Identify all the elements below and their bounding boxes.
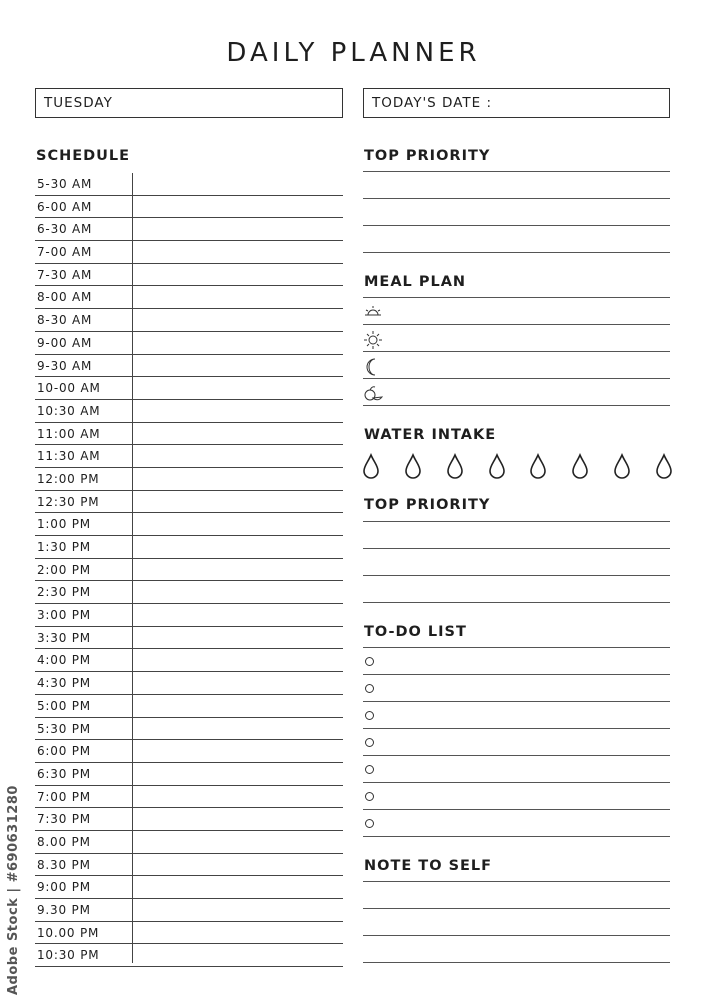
- meal-line-lunch[interactable]: [363, 325, 670, 352]
- schedule-time: 6:30 PM: [37, 766, 91, 781]
- schedule-row[interactable]: [35, 196, 343, 219]
- schedule-row[interactable]: [35, 899, 343, 922]
- water-drop-icon[interactable]: [444, 453, 466, 479]
- water-drop-icon[interactable]: [569, 453, 591, 479]
- checkbox-circle-icon[interactable]: [365, 765, 374, 774]
- schedule-row[interactable]: [35, 218, 343, 241]
- schedule-time: 1:00 PM: [37, 517, 91, 532]
- checkbox-circle-icon[interactable]: [365, 819, 374, 828]
- schedule-row[interactable]: [35, 400, 343, 423]
- schedule-row[interactable]: [35, 264, 343, 287]
- water-intake-heading: WATER INTAKE: [364, 427, 497, 443]
- todo-item[interactable]: [363, 756, 670, 783]
- todo-item[interactable]: [363, 783, 670, 810]
- schedule-row[interactable]: [35, 831, 343, 854]
- checkbox-circle-icon[interactable]: [365, 684, 374, 693]
- schedule-row[interactable]: [35, 332, 343, 355]
- schedule-time: 10:30 AM: [37, 403, 101, 418]
- note-lines: [363, 855, 670, 963]
- sun-icon: [363, 331, 383, 349]
- schedule-time: 11:00 AM: [37, 426, 101, 441]
- schedule-time: 10:30 PM: [37, 948, 100, 963]
- schedule-row[interactable]: [35, 854, 343, 877]
- schedule-time: 10-00 AM: [37, 381, 101, 396]
- meal-plan-lines: [363, 271, 670, 406]
- schedule-row[interactable]: [35, 808, 343, 831]
- checkbox-circle-icon[interactable]: [365, 711, 374, 720]
- checkbox-circle-icon[interactable]: [365, 738, 374, 747]
- schedule-row[interactable]: [35, 604, 343, 627]
- writing-line[interactable]: [363, 909, 670, 936]
- schedule-time: 9-30 AM: [37, 358, 93, 373]
- schedule-time: 11:30 AM: [37, 449, 101, 464]
- water-drop-icon[interactable]: [611, 453, 633, 479]
- note-heading: NOTE TO SELF: [364, 858, 493, 874]
- writing-line[interactable]: [363, 495, 670, 522]
- schedule-row[interactable]: [35, 786, 343, 809]
- writing-line[interactable]: [363, 172, 670, 199]
- schedule-time: 12:30 PM: [37, 494, 100, 509]
- checkbox-circle-icon[interactable]: [365, 657, 374, 666]
- schedule-time: 9.30 PM: [37, 903, 91, 917]
- schedule-time: 2:00 PM: [37, 562, 91, 577]
- schedule-row[interactable]: [35, 241, 343, 264]
- schedule-time: 1:30 PM: [37, 540, 91, 554]
- water-drop-icon[interactable]: [653, 453, 675, 479]
- schedule-time: 9-00 AM: [37, 335, 93, 350]
- checkbox-circle-icon[interactable]: [365, 792, 374, 801]
- meal-plan-heading: MEAL PLAN: [364, 274, 467, 290]
- schedule-divider: [132, 173, 133, 963]
- schedule-row[interactable]: [35, 718, 343, 741]
- water-drop-icon[interactable]: [360, 453, 382, 479]
- schedule-time: 4:00 PM: [37, 653, 91, 668]
- schedule-row[interactable]: [35, 922, 343, 945]
- schedule-row[interactable]: [35, 423, 343, 446]
- fruit-icon: [363, 385, 383, 403]
- schedule-time: 5:00 PM: [37, 698, 91, 713]
- schedule-row[interactable]: [35, 559, 343, 582]
- schedule-row[interactable]: [35, 763, 343, 786]
- meal-line-breakfast[interactable]: [363, 298, 670, 325]
- schedule-row[interactable]: [35, 695, 343, 718]
- meal-line-dinner[interactable]: [363, 352, 670, 379]
- schedule-time: 7-00 AM: [37, 245, 93, 260]
- page-title: DAILY PLANNER: [226, 38, 481, 68]
- date-field[interactable]: TODAY'S DATE :: [363, 88, 670, 118]
- day-field[interactable]: TUESDAY: [35, 88, 343, 118]
- schedule-row[interactable]: [35, 468, 343, 491]
- schedule-time: 2:30 PM: [37, 585, 91, 600]
- writing-line[interactable]: [363, 226, 670, 253]
- schedule-time: 7-30 AM: [37, 267, 93, 282]
- meal-line-snack[interactable]: [363, 379, 670, 406]
- schedule-time: 6-00 AM: [37, 199, 93, 214]
- schedule-time: 8-00 AM: [37, 290, 93, 305]
- schedule-row[interactable]: [35, 173, 343, 196]
- schedule-row[interactable]: [35, 876, 343, 899]
- schedule-row[interactable]: [35, 355, 343, 378]
- schedule-time: 8.30 PM: [37, 857, 91, 872]
- schedule-row[interactable]: [35, 740, 343, 763]
- writing-line[interactable]: [363, 549, 670, 576]
- water-drop-icon[interactable]: [402, 453, 424, 479]
- moon-icon: [363, 358, 383, 376]
- schedule-time: 8-30 AM: [37, 313, 93, 328]
- todo-heading: TO-DO LIST: [364, 624, 467, 640]
- top-priority-heading: TOP PRIORITY: [364, 148, 491, 164]
- water-drop-icon[interactable]: [486, 453, 508, 479]
- schedule-row[interactable]: [35, 513, 343, 536]
- top-priority-lines: [363, 145, 670, 253]
- writing-line[interactable]: [363, 936, 670, 963]
- todo-item[interactable]: [363, 702, 670, 729]
- schedule-row[interactable]: [35, 377, 343, 400]
- schedule-time: 8.00 PM: [37, 834, 91, 849]
- writing-line[interactable]: [363, 882, 670, 909]
- water-drops: [360, 453, 675, 479]
- schedule-row[interactable]: [35, 445, 343, 468]
- schedule-row[interactable]: [35, 286, 343, 309]
- todo-header-line: [363, 621, 670, 648]
- todo-lines: [363, 621, 670, 837]
- schedule-row[interactable]: [35, 649, 343, 672]
- schedule-time: 10.00 PM: [37, 925, 100, 940]
- schedule-table: [35, 173, 343, 967]
- todo-item[interactable]: [363, 648, 670, 675]
- schedule-time: 6-30 AM: [37, 222, 93, 237]
- schedule-time: 6:00 PM: [37, 744, 91, 759]
- schedule-time: 7:30 PM: [37, 812, 91, 827]
- schedule-time: 3:30 PM: [37, 630, 91, 645]
- schedule-heading: SCHEDULE: [36, 148, 131, 164]
- top-priority-lines-2: [363, 495, 670, 603]
- water-drop-icon[interactable]: [527, 453, 549, 479]
- schedule-time: 12:00 PM: [37, 471, 100, 486]
- note-header-line: [363, 855, 670, 882]
- schedule-row[interactable]: [35, 536, 343, 559]
- schedule-time: 3:00 PM: [37, 608, 91, 623]
- schedule-row[interactable]: [35, 309, 343, 332]
- schedule-time: 4:30 PM: [37, 676, 91, 691]
- writing-line[interactable]: [363, 199, 670, 226]
- schedule-time: 5-30 AM: [37, 177, 93, 191]
- todo-item[interactable]: [363, 729, 670, 756]
- schedule-row[interactable]: [35, 581, 343, 604]
- schedule-time: 5:30 PM: [37, 721, 91, 736]
- writing-line[interactable]: [363, 145, 670, 172]
- schedule-row[interactable]: [35, 944, 343, 967]
- todo-item[interactable]: [363, 675, 670, 702]
- todo-item[interactable]: [363, 810, 670, 837]
- schedule-time: 7:00 PM: [37, 789, 91, 804]
- top-priority-heading-2: TOP PRIORITY: [364, 497, 491, 513]
- meal-plan-header-line: [363, 271, 670, 298]
- sunrise-icon: [363, 304, 383, 322]
- schedule-time: 9:00 PM: [37, 880, 91, 895]
- stock-watermark-id: Adobe Stock | #690631280: [6, 785, 21, 995]
- schedule-row[interactable]: [35, 491, 343, 514]
- writing-line[interactable]: [363, 576, 670, 603]
- schedule-row[interactable]: [35, 627, 343, 650]
- schedule-row[interactable]: [35, 672, 343, 695]
- writing-line[interactable]: [363, 522, 670, 549]
